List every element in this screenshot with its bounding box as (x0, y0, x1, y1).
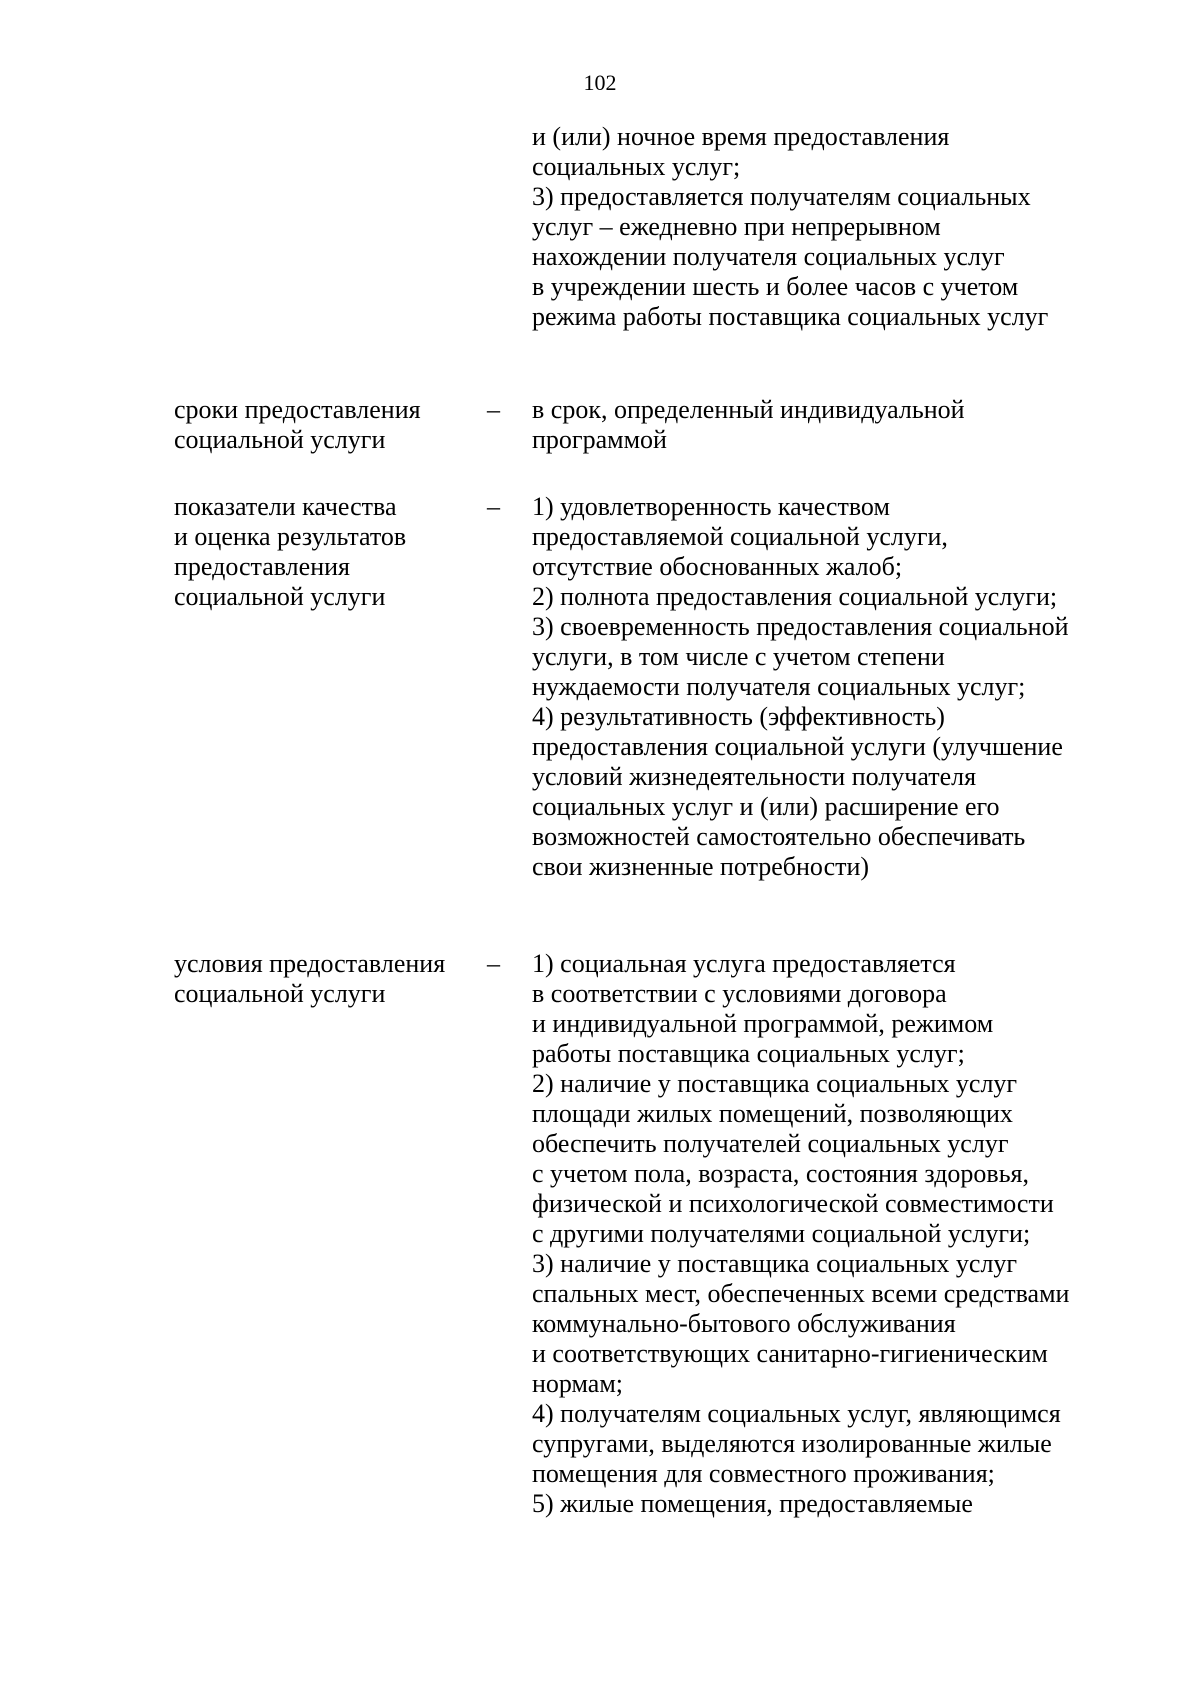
value-line: 5) жилые помещения, предоставляемые (532, 1489, 973, 1518)
value-line: 4) результативность (эффективность) (532, 702, 945, 731)
value-line: свои жизненные потребности) (532, 852, 870, 881)
label-line: социальной услуги (174, 582, 386, 611)
value-line: с учетом пола, возраста, состояния здоровья, (532, 1159, 1030, 1188)
label-line: социальной услуги (174, 425, 386, 454)
value-line: спальных мест, обеспеченных всеми средствами (532, 1279, 1070, 1308)
value-line: коммунально-бытового обслуживания (532, 1309, 956, 1338)
row-value (532, 949, 1069, 1519)
label-line: предоставления (174, 552, 350, 581)
label-line: условия предоставления (174, 949, 446, 978)
value-line: предоставления социальной услуги (улучшение (532, 732, 1063, 761)
value-line: обеспечить получателей социальных услуг (532, 1129, 1009, 1158)
value-line: работы поставщика социальных услуг; (532, 1039, 965, 1068)
value-line: в соответствии с условиями договора (532, 979, 947, 1008)
value-line: физической и психологической совместимости (532, 1189, 1054, 1218)
label-line: и оценка результатов (174, 522, 407, 551)
value-line: в срок, определенный индивидуальной (532, 395, 965, 424)
value-line: возможностей самостоятельно обеспечивать (532, 822, 1026, 851)
value-line: помещения для совместного проживания; (532, 1459, 995, 1488)
value-line: программой (532, 425, 667, 454)
value-line: 2) полнота предоставления социальной услуги; (532, 582, 1058, 611)
row-dash: – (487, 492, 500, 521)
text-line: 3) предоставляется получателям социальных (532, 182, 1031, 211)
page-number: 102 (583, 70, 617, 95)
text-line: и (или) ночное время предоставления (532, 122, 950, 151)
row-value (532, 395, 965, 455)
value-line: 3) наличие у поставщика социальных услуг (532, 1249, 1018, 1278)
text-line: режима работы поставщика социальных услуг (532, 302, 1049, 331)
value-line: 4) получателям социальных услуг, являющимся (532, 1399, 1061, 1428)
value-line: отсутствие обоснованных жалоб; (532, 552, 903, 581)
text-line: социальных услуг; (532, 152, 741, 181)
row-value (532, 492, 1068, 882)
value-line: социальных услуг и (или) расширение его (532, 792, 1000, 821)
text-line: в учреждении шесть и более часов с учетом (532, 272, 1019, 301)
label-line: социальной услуги (174, 979, 386, 1008)
continuation-text (532, 122, 1048, 332)
label-line: сроки предоставления (174, 395, 421, 424)
row-label (174, 949, 445, 1009)
label-line: показатели качества (174, 492, 397, 521)
value-line: супругами, выделяются изолированные жилые (532, 1429, 1052, 1458)
value-line: услуги, в том числе с учетом степени (532, 642, 945, 671)
value-line: нормам; (532, 1369, 624, 1398)
text-line: нахождении получателя социальных услуг (532, 242, 1005, 271)
value-line: 1) удовлетворенность качеством (532, 492, 890, 521)
row-label (174, 395, 421, 455)
value-line: площади жилых помещений, позволяющих (532, 1099, 1013, 1128)
value-line: с другими получателями социальной услуги; (532, 1219, 1031, 1248)
value-line: предоставляемой социальной услуги, (532, 522, 948, 551)
value-line: условий жизнедеятельности получателя (532, 762, 977, 791)
row-dash: – (487, 395, 500, 424)
row-dash: – (487, 949, 500, 978)
text-line: услуг – ежедневно при непрерывном (532, 212, 941, 241)
value-line: нуждаемости получателя социальных услуг; (532, 672, 1026, 701)
value-line: 2) наличие у поставщика социальных услуг (532, 1069, 1018, 1098)
value-line: 1) социальная услуга предоставляется (532, 949, 956, 978)
value-line: и соответствующих санитарно-гигиеническим (532, 1339, 1048, 1368)
row-label (174, 492, 406, 612)
value-line: 3) своевременность предоставления социальной (532, 612, 1069, 641)
value-line: и индивидуальной программой, режимом (532, 1009, 994, 1038)
